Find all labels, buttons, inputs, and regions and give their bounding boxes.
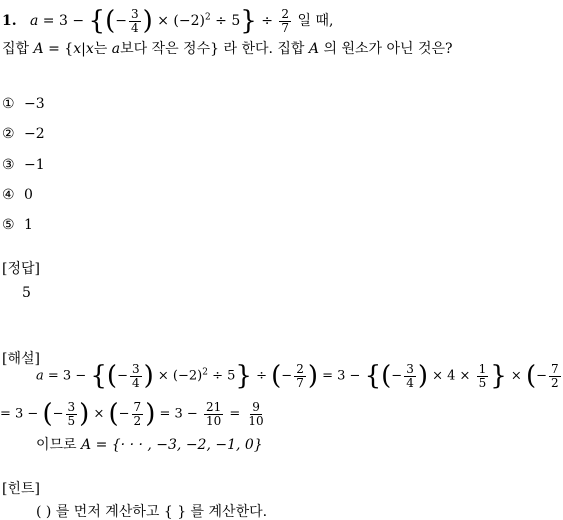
explanation-line-2: = 3 − (− $\frac{3}{5}$ ) × (− $\frac{7}{2}$ ) = 3 − $\frac{21}{10}$ = $\frac{9}{10}$ — [0, 399, 264, 430]
choice-1[interactable]: ① −3 — [2, 96, 45, 112]
explanation-line-1: a = 3 − {(− $\frac{3}{4}$ ) × $(-2)^2 \div 5$} ÷ (− $\frac{2}{7}$ ) = 3 − {(− $\frac{3}{4}$ ) × 4 × $\frac{1}{5}$ } × (− $\frac{7}{2}$ — [36, 361, 559, 392]
question-line-2: 집합 A = {x|x는 a보다 작은 정수} 라 한다. 집합 A 의 원소가 아닌 것은? — [2, 41, 453, 57]
choice-2[interactable]: ② −2 — [2, 126, 45, 142]
answer-label: [정답] — [2, 261, 40, 277]
hint-label: [힌트] — [2, 481, 40, 497]
question-number: 1. — [2, 13, 17, 30]
answer-value: 5 — [22, 285, 31, 301]
explanation-label: [해설] — [2, 351, 40, 367]
question-line1-tail: 일 때, — [297, 13, 334, 30]
choice-5[interactable]: ⑤ 1 — [2, 217, 33, 233]
explanation-conclusion: 이므로 A = {· · · , −3, −2, −1, 0} — [36, 437, 263, 453]
hint-text: ( ) 를 먼저 계산하고 { } 를 계산한다. — [36, 504, 268, 520]
choice-4[interactable]: ④ 0 — [2, 187, 33, 203]
choice-3[interactable]: ③ −1 — [2, 157, 45, 173]
question-line-1: 1. a = 3 − {(− $\frac{3}{4}$ ) × $(-2)^2 \div 5$} ÷ $\frac{2}{7}$ 일 때, — [2, 6, 334, 37]
